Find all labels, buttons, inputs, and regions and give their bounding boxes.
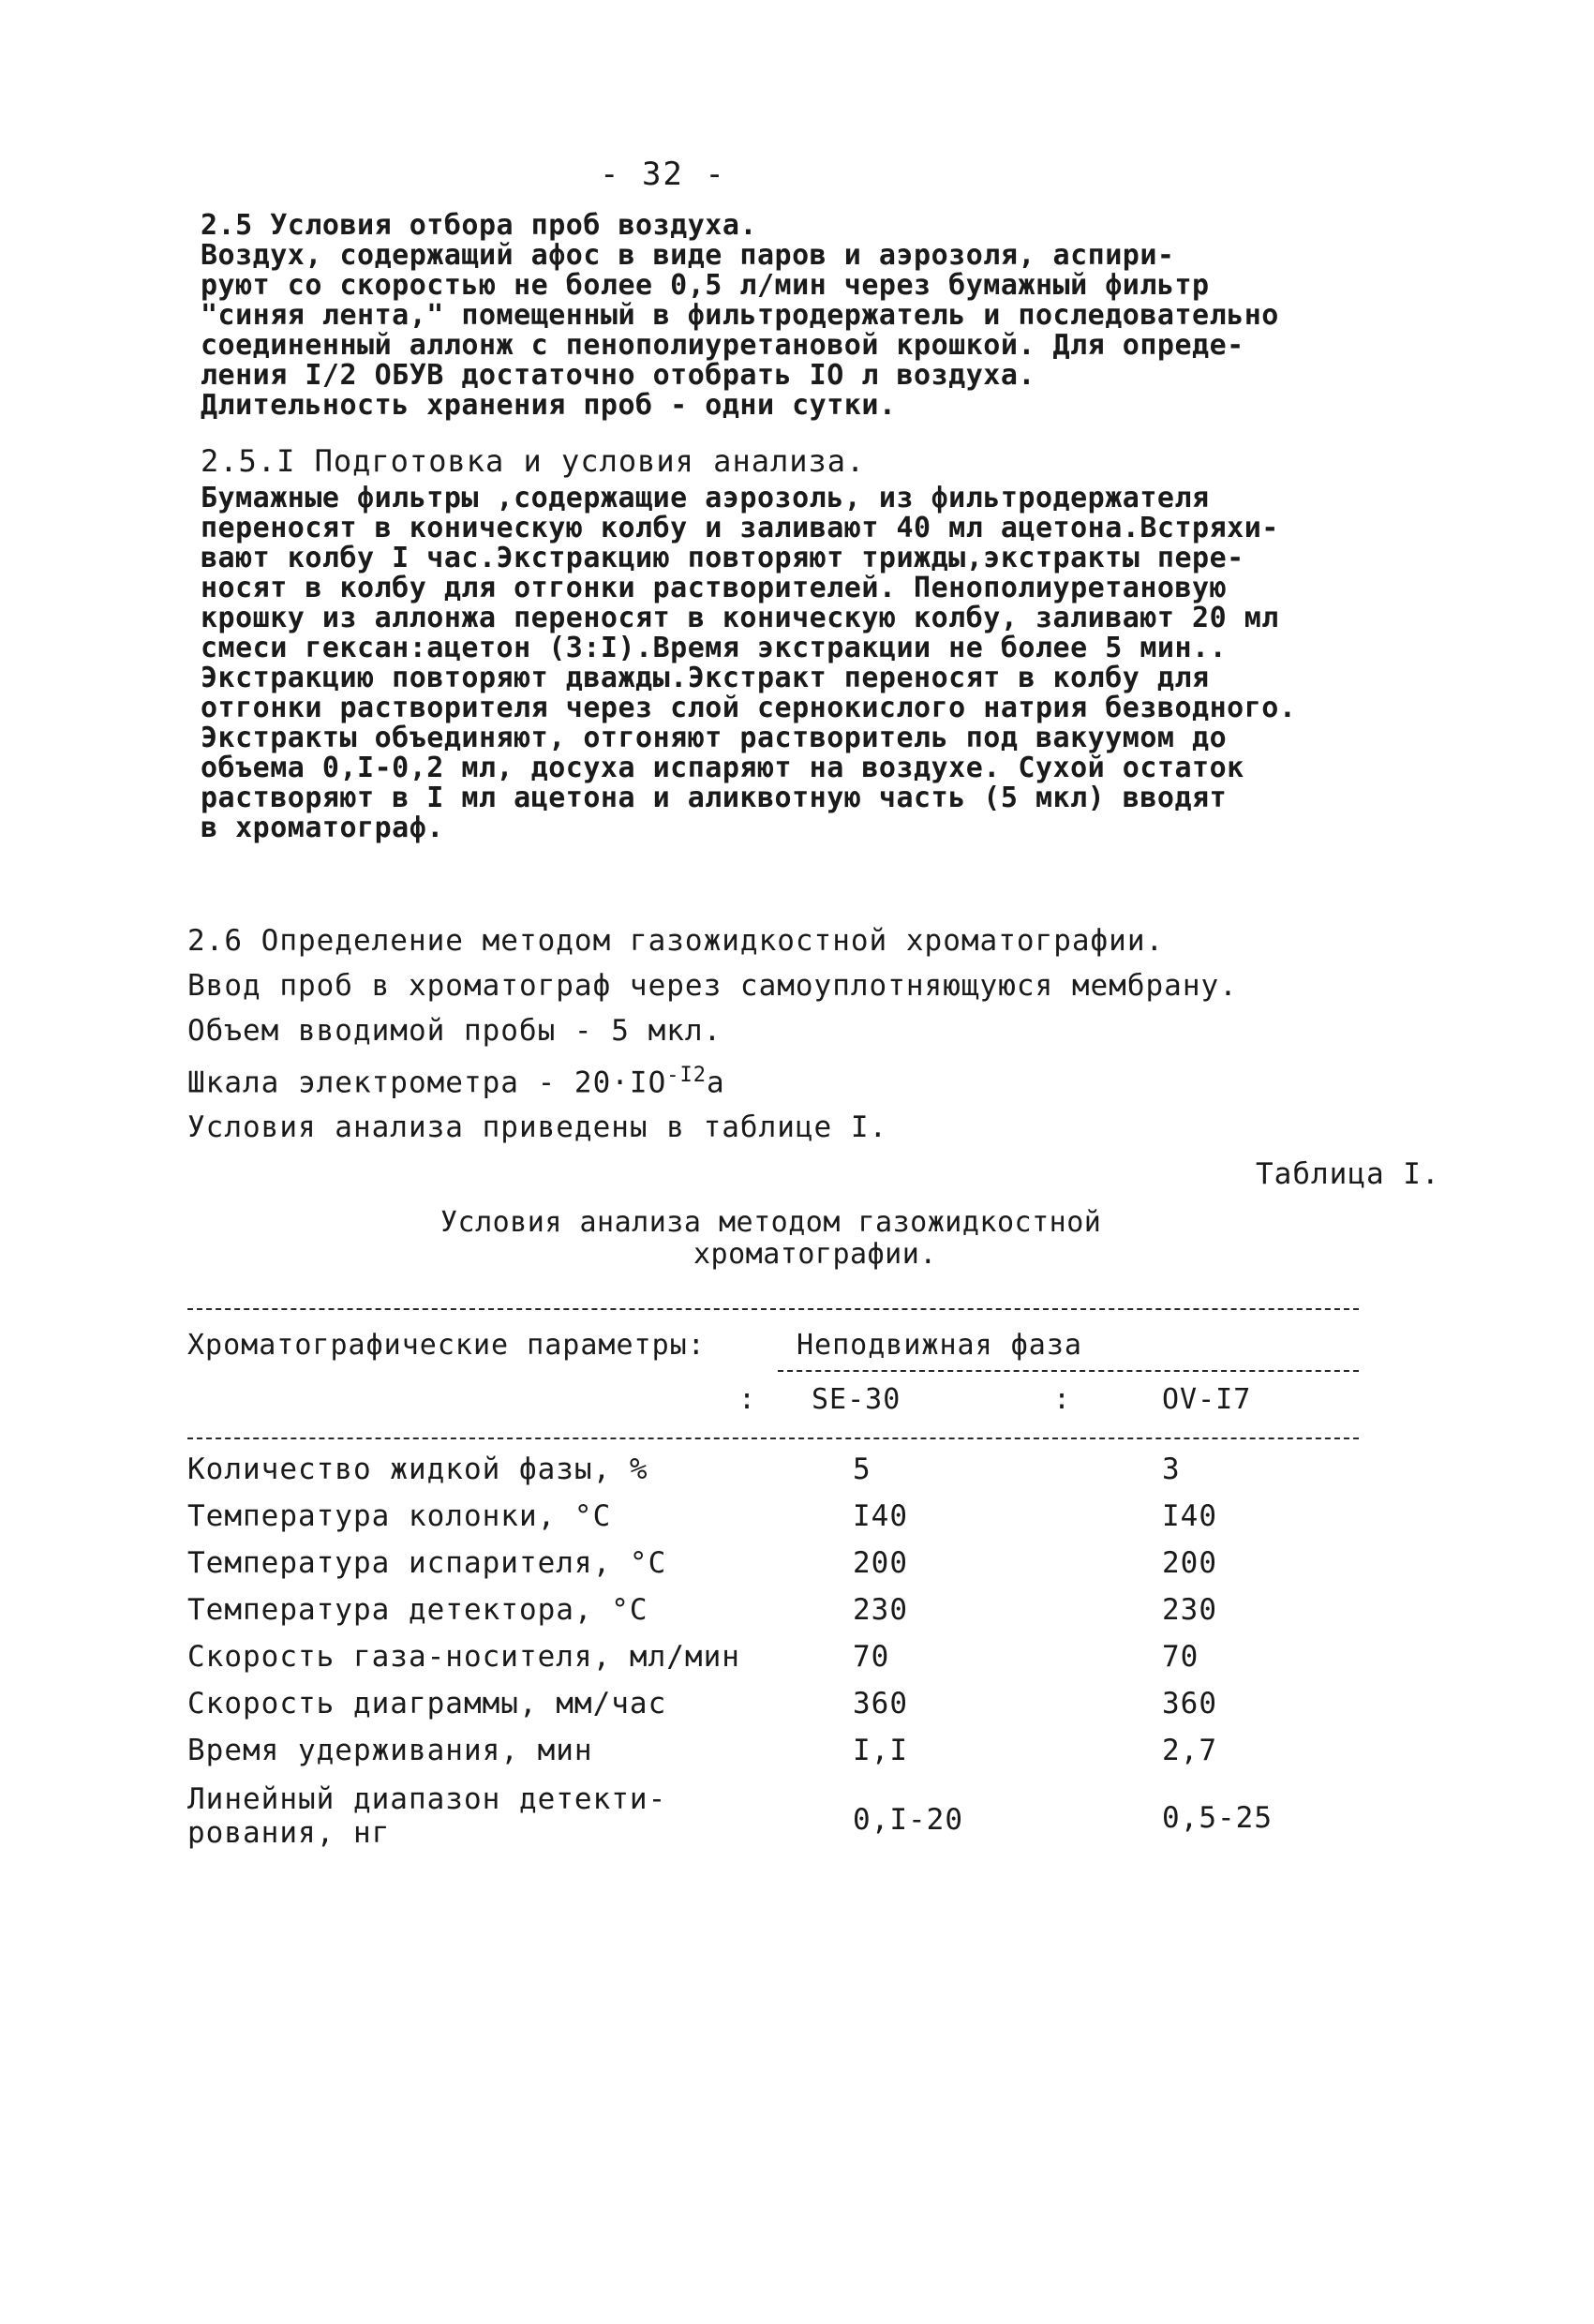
paragraph-line: объема 0,I-0,2 мл, досуха испаряют на воздухе. Сухой остаток	[201, 752, 1244, 784]
row-value-se30: I40	[853, 1499, 908, 1533]
electrometer-scale-line	[187, 1053, 1443, 1105]
row-parameter: Скорость газа-носителя, мл/мин	[187, 1640, 740, 1674]
paragraph-line: Длительность хранения проб - одни сутки.	[201, 389, 897, 422]
table-label: Таблица I.	[1256, 1157, 1440, 1191]
table-row	[187, 1687, 1368, 1734]
table-title-line: хроматографии.	[693, 1238, 937, 1271]
row-parameter-line: рования, нг	[187, 1816, 391, 1850]
paragraph-line: крошку из аллонжа переносят в коническую колбу, заливают 20 мл	[201, 602, 1279, 634]
section-2-5-heading: 2.5 Условия отбора проб воздуха.	[201, 209, 757, 242]
table-row	[187, 1734, 1368, 1780]
row-value-ov17: 2,7	[1162, 1734, 1217, 1767]
paragraph-line: ления I/2 ОБУВ достаточно отобрать IO л воздуха.	[201, 359, 1035, 392]
paragraph-line: Условия анализа приведены в таблице I.	[187, 1110, 888, 1145]
paragraph-line: носят в колбу для отгонки растворителей. Пенополиуретановую	[201, 572, 1228, 604]
header-separator: :	[1053, 1383, 1071, 1416]
table-row	[187, 1546, 1368, 1593]
paragraph-line: растворяют в I мл ацетона и аликвотную часть (5 мкл) вводят	[201, 782, 1228, 814]
row-parameter-line: Линейный диапазон детекти-	[187, 1782, 667, 1816]
electrometer-scale-text: Шкала электрометра - 20·IO	[187, 1065, 667, 1100]
paragraph-line: Бумажные фильтры ,содержащие аэрозоль, из фильтродержателя	[201, 482, 1210, 514]
section-2-5	[201, 211, 1456, 421]
row-value-se30: 5	[853, 1452, 871, 1486]
paragraph-line: вают колбу I час.Экстракцию повторяют трижды,экстракты пере-	[201, 542, 1244, 574]
scale-unit: а	[707, 1065, 725, 1100]
table-row	[187, 1593, 1368, 1640]
header-col-se30: SE-30	[812, 1383, 901, 1416]
row-value-se30: 70	[853, 1640, 890, 1674]
table-row	[187, 1782, 1368, 1867]
paragraph-line: переносят в коническую колбу и заливают 40 мл ацетона.Встряхи-	[201, 512, 1279, 544]
paragraph-line: руют со скоростью не более 0,5 л/мин через бумажный фильтр	[201, 269, 1210, 302]
section-2-6	[187, 918, 1443, 1150]
row-value-se30: 360	[853, 1687, 908, 1721]
section-2-5-1-heading: 2.5.I Подготовка и условия анализа.	[201, 443, 866, 479]
table-header-rule	[187, 1438, 1359, 1439]
paragraph-line: Экстракты объединяют, отгоняют растворитель под вакуумом до	[201, 722, 1228, 754]
row-parameter: Температура испарителя, °С	[187, 1546, 667, 1580]
row-value-ov17: I40	[1162, 1499, 1217, 1533]
row-parameter: Количество жидкой фазы, %	[187, 1452, 648, 1486]
table-top-rule	[187, 1308, 1359, 1310]
paragraph-line: отгонки растворителя через слой сернокислого натрия безводного.	[201, 692, 1297, 724]
paragraph-line: Объем вводимой пробы - 5 мкл.	[187, 1014, 723, 1048]
row-parameter: Температура детектора, °С	[187, 1593, 648, 1627]
paragraph-line: смеси гексан:ацетон (3:I).Время экстракции не более 5 мин..	[201, 632, 1228, 664]
paragraph-line: соединенный аллонж с пенополиуретановой крошкой. Для опреде-	[201, 329, 1244, 362]
section-2-5-1	[201, 444, 1456, 843]
row-value-se30: 0,I-20	[853, 1803, 963, 1837]
scale-exponent: -I2	[666, 1064, 708, 1087]
header-parameters: Хроматографические параметры:	[187, 1329, 706, 1362]
paragraph-line: в хроматограф.	[201, 812, 444, 844]
table-row	[187, 1640, 1368, 1687]
row-value-ov17: 70	[1162, 1640, 1199, 1674]
paragraph-line: Воздух, содержащий афос в виде паров и аэрозоля, аспири-	[201, 239, 1175, 272]
row-parameter: Температура колонки, °С	[187, 1499, 612, 1533]
row-value-se30: 230	[853, 1593, 908, 1627]
row-value-se30: 200	[853, 1546, 908, 1580]
row-parameter	[187, 1782, 666, 1850]
table-row	[187, 1499, 1368, 1546]
row-value-ov17: 230	[1162, 1593, 1217, 1627]
header-separator: :	[738, 1383, 756, 1416]
paragraph-line: Ввод проб в хроматограф через самоуплотняющуюся мембрану.	[187, 969, 1238, 1003]
table-row	[187, 1452, 1368, 1499]
table-title	[440, 1207, 1190, 1271]
row-value-ov17: 200	[1162, 1546, 1217, 1580]
table-title-line: Условия анализа методом газожидкостной	[440, 1206, 1102, 1239]
table-mid-rule	[778, 1370, 1359, 1372]
header-col-ov17: OV-I7	[1162, 1383, 1252, 1416]
row-parameter: Скорость диаграммы, мм/час	[187, 1687, 667, 1721]
page-number: - 32 -	[600, 156, 726, 193]
row-value-ov17: 3	[1162, 1452, 1181, 1486]
section-2-6-heading: 2.6 Определение методом газожидкостной хроматографии.	[187, 924, 1165, 958]
paragraph-line: Экстракцию повторяют дважды.Экстракт переносят в колбу для	[201, 662, 1210, 694]
row-value-ov17: 360	[1162, 1687, 1217, 1721]
header-stationary-phase: Неподвижная фаза	[797, 1329, 1082, 1362]
row-parameter: Время удерживания, мин	[187, 1734, 593, 1767]
paragraph-line: "синяя лента," помещенный в фильтродержатель и последовательно	[201, 299, 1279, 332]
row-value-se30: I,I	[853, 1734, 908, 1767]
row-value-ov17: 0,5-25	[1162, 1801, 1273, 1835]
